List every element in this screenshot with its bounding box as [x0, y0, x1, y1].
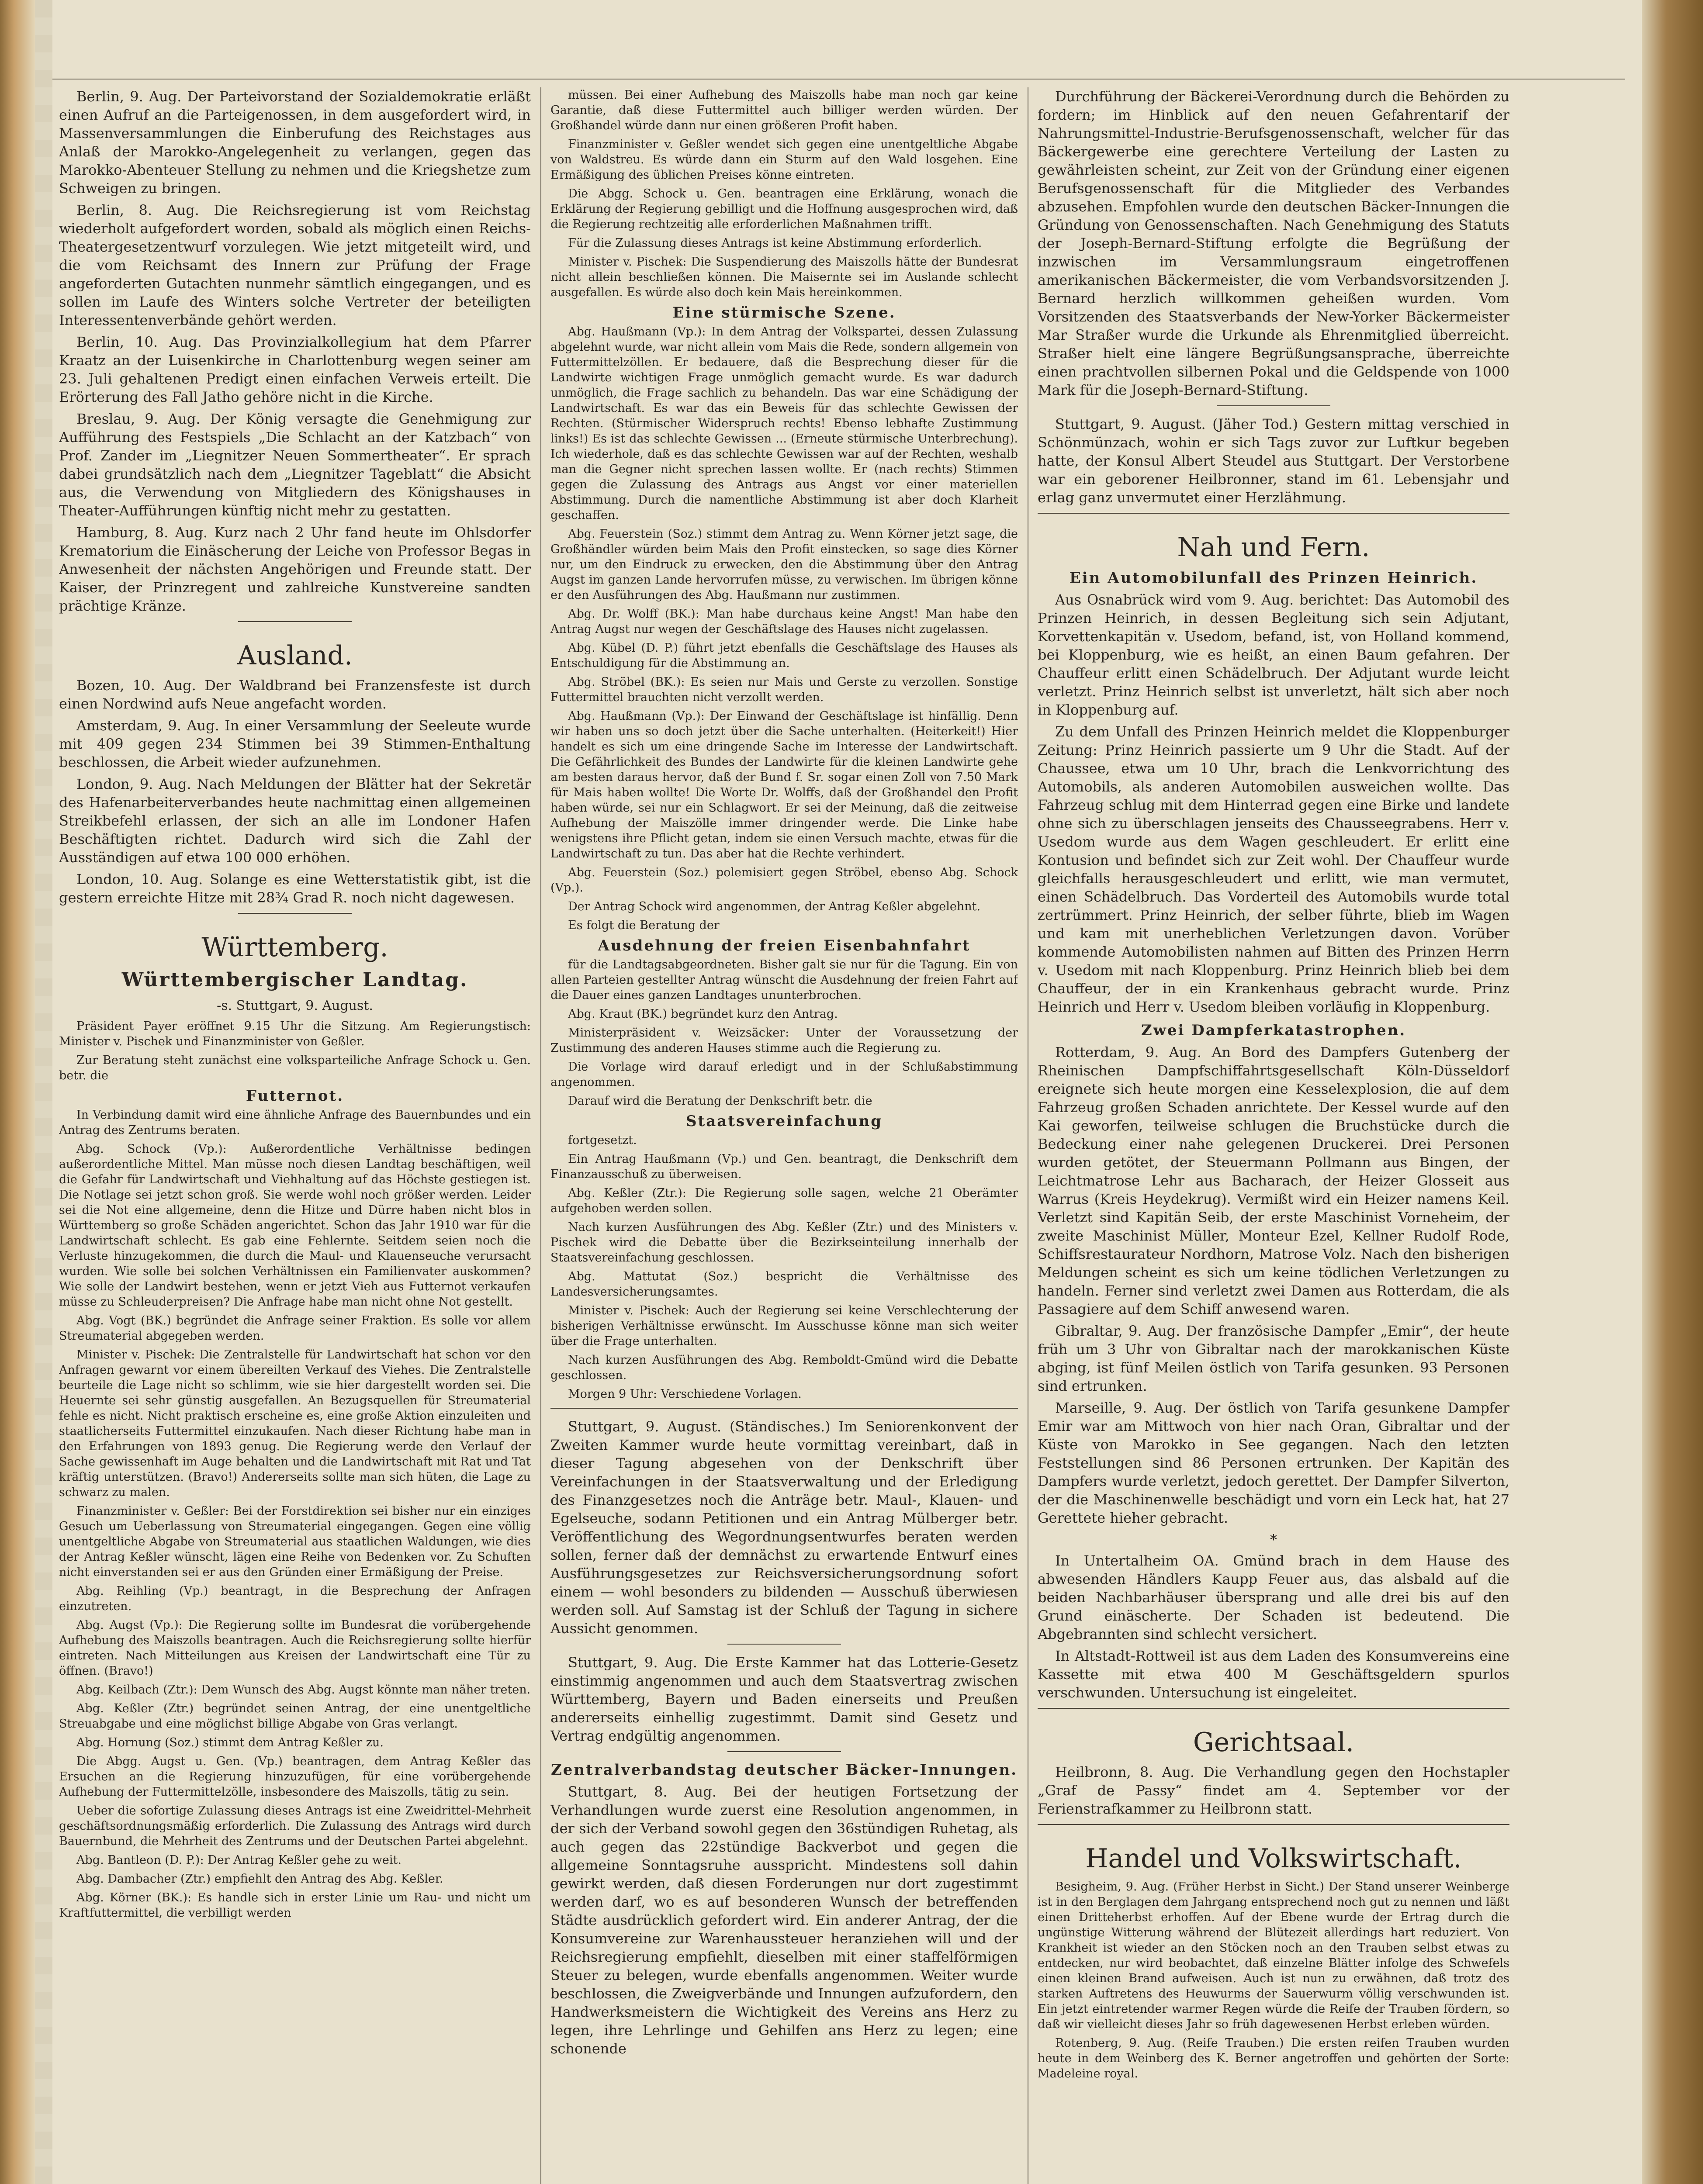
separator [238, 621, 352, 622]
separator [550, 1408, 1018, 1409]
news-altstadt: In Altstadt-Rottweil ist aus dem Laden des Konsumvereins eine Kassette mit etwa 400 M Geschäftsgeldern spurlos verschwunden. Untersuchung ist eingeleitet. [1038, 1648, 1509, 1701]
landtag-paragraph: Abg. Kübel (D. P.) führt jetzt ebenfalls die Geschäftslage des Hauses als Entschuldigung für die Abstimmung an. [550, 641, 1018, 670]
landtag-paragraph: fortgesetzt. [568, 1133, 637, 1147]
landtag-paragraph: Darauf wird die Beratung der Denkschrift betr. die [568, 1094, 872, 1108]
section-title-gericht: Gerichtsaal. [1193, 1727, 1354, 1758]
separator [727, 1644, 841, 1645]
separator [1038, 1708, 1509, 1709]
landtag-paragraph: Abg. Dr. Wolff (BK.): Man habe durchaus keine Angst! Man habe den Antrag Augst nur wegen der Geschäftslage des Hauses nicht zugelassen. [550, 607, 1018, 636]
subheading-futternot: Futternot. [246, 1087, 344, 1105]
landtag-paragraph: Für die Zulassung dieses Antrags ist keine Abstimmung erforderlich. [568, 236, 982, 250]
news-london-2: London, 10. Aug. Solange es eine Wetterstatistik gibt, ist die gestern erreichte Hitze mit 28¾ Grad R. noch nicht dagewesen. [59, 871, 531, 906]
news-untertal: In Untertalheim OA. Gmünd brach in dem Hause des abwesenden Händlers Kaupp Feuer aus, das alsbald auf die beiden Nachbarhäuser übersprang und alle drei bis auf den Grund einäscherte. Der Schaden ist bedeutend. Die Abgebrannten sind schlecht versichert. [1038, 1552, 1509, 1642]
news-amsterdam: Amsterdam, 9. Aug. In einer Versammlung der Seeleute wurde mit 409 gegen 234 Stimmen bei 39 Stimmen-Enthaltung beschlossen, die Arbeit wieder aufzunehmen. [59, 717, 531, 771]
landtag-paragraph: Ministerpräsident v. Weizsäcker: Unter der Voraussetzung der Zustimmung des anderen Hauses stimme auch die Regierung zu. [550, 1026, 1018, 1055]
subheading-staatsvereinfachung: Staatsvereinfachung [685, 1113, 883, 1130]
landtag-paragraph: Abg. Bantleon (D. P.): Der Antrag Keßler gehe zu weit. [76, 1853, 402, 1867]
landtag-paragraph: Abg. Ströbel (BK.): Es seien nur Mais und Gerste zu verzollen. Sonstige Futtermittel brauchten nicht verzollt werden. [550, 675, 1018, 704]
news-baecker: Stuttgart, 8. Aug. Bei der heutigen Fortsetzung der Verhandlungen wurde zuerst eine Resolution angenommen, in der sich der Verband sowohl gegen den 36stündigen Ruhetag, als auch gegen das 22stündige Backverbot und gegen die allgemeine Sonntagsruhe ausspricht. Mindestens soll dahin gewirkt werden, daß diesen Forderungen nur dort zugestimmt werden darf, wo es auf besonderen Wunsch der betreffenden Städte ausdrücklich gefordert wird. Ein anderer Antrag, der die Konsumvereine zur Warenhaussteuer heranziehen will und der Reichsregierung empfiehlt, dieselben mit einer staffelförmigen Steuer zu belegen, wurde ebenfalls angenommen. Weiter wurde beschlossen, die Zweigverbände und Innungen aufzufordern, den Handwerksmeistern die Wichtigkeit des Vereins ans Herz zu legen, ihre Lehrlinge und Gehilfen ans Herz zu legen; eine schonende [550, 1783, 1018, 2057]
news-gericht: Heilbronn, 8. Aug. Die Verhandlung gegen den Hochstapler „Graf de Passy“ findet am 4. September vor der Ferienstrafkammer zu Heilbronn statt. [1038, 1764, 1509, 1817]
landtag-paragraph: Minister v. Pischek: Auch der Regierung sei keine Verschlechterung der bisherigen Verhältnisse erwünscht. Im Ausschusse könne man sich weiter über die Frage unterhalten. [550, 1304, 1018, 1348]
news-baecker-cont: Durchführung der Bäckerei-Verordnung durch die Behörden zu fordern; im Hinblick auf den neuen Gefahrentarif der Nahrungsmittel-Industrie-Berufsgenossenschaft, welcher für das Bäckergewerbe eine gerechtere Verteilung der Lasten zu gewährleisten scheint, zur Zeit von der Gründung einer eigenen Berufsgenossenschaft für die Mitglieder des Verbandes abzusehen. Empfohlen wurde den deutschen Bäcker-Innungen die Gründung von Genossenschaften. Nach Genehmigung des Statuts der Joseph-Bernard-Stiftung erfolgte die Begrüßung der inzwischen im Versammlungsraum eingetroffenen amerikanischen Bäckermeister, die vom Verbandsvorsitzenden J. Bernard herzlich willkommen geheißen wurden. Vom Vorsitzenden des Staatsverbands der New-Yorker Bäckermeister Mar Straßer wurde die Urkunde als Ehrenmitglied überreicht. Straßer hielt eine längere Begrüßungsansprache, überreichte einen prachtvollen silbernen Pokal und die Geldspende von 1000 Mark für die Joseph-Bernard-Stiftung. [1038, 88, 1509, 398]
subheading-eisenbahn: Ausdehnung der freien Eisenbahnfahrt [598, 937, 971, 954]
article-title-auto: Ein Automobilunfall des Prinzen Heinrich. [1069, 569, 1478, 587]
separator [238, 913, 352, 914]
landtag-paragraph: Finanzminister v. Geßler: Bei der Forstdirektion sei bisher nur ein einziges Gesuch um Ueberlassung von Streumaterial eingegangen. Gegen eine völlig unentgeltliche Abgabe von Streumaterial aus staatlichen Waldungen, wie dies der Antrag Keßler wünscht, lägen eine Reihe von Bedenken vor. Zu Schuften nicht einverstanden sei er aus den Gründen einer Ermäßigung der Preise. [59, 1504, 531, 1579]
column-rule-1 [540, 87, 541, 2184]
landtag-paragraph: Die Abgg. Augst u. Gen. (Vp.) beantragen, dem Antrag Keßler das Ersuchen an die Regierung hinzuzufügen, für eine vorübergehende Aufhebung der Futtermittelzölle, insbesondere des Maiszolls, tätig zu sein. [59, 1755, 531, 1799]
landtag-paragraph: Es folgt die Beratung der [568, 919, 720, 932]
landtag-paragraph: Abg. Feuerstein (Soz.) polemisiert gegen Ströbel, ebenso Abg. Schock (Vp.). [550, 866, 1018, 895]
news-stuttgart-1: Stuttgart, 9. August. (Ständisches.) Im Seniorenkonvent der Zweiten Kammer wurde heute vormittag vereinbart, daß in dieser Tagung abgesehen von der Denkschrift über Vereinfachungen in der Staatsverwaltung und der Erledigung des Finanzgesetzes noch die Anträge betr. Maul-, Klauen- und Egelseuche, sodann Petitionen und ein Antrag Mülberger betr. Veröffentlichung des Wegordnungsentwurfes beraten werden sollen, ferner daß der demnächst zu erwartende Entwurf eines Ausführungsgesetzes zur Reichsversicherungsordnung sofort einem — wohl besonders zu bildenden — Ausschuß überwiesen werden soll. Auf Samstag ist der Schluß der Tagung in sichere Aussicht genommen. [550, 1418, 1018, 1637]
landtag-paragraph: Abg. Keßler (Ztr.): Die Regierung solle sagen, welche 21 Oberämter aufgehoben werden sollen. [550, 1186, 1018, 1215]
news-handel-2: Rotenberg, 9. Aug. (Reife Trauben.) Die ersten reifen Trauben wurden heute in dem Weinberg des K. Berner angetroffen und gehörten der Sorte: Madeleine royal. [1038, 2036, 1509, 2080]
landtag-paragraph: Die Vorlage wird darauf erledigt und in der Schlußabstimmung angenommen. [550, 1060, 1018, 1089]
article-title-baecker: Zentralverbandstag deutscher Bäcker-Innungen. [550, 1761, 1018, 1779]
news-auto-1: Aus Osnabrück wird vom 9. Aug. berichtet: Das Automobil des Prinzen Heinrich, in dessen Begleitung sich sein Adjutant, Korvettenkapitän v. Usedom, befand, ist, von Holland kommend, bei Kloppenburg, wie es heißt, an einen Baum gefahren. Der Chauffeur erlitt einen Schädelbruch. Der Adjutant wurde leicht verletzt. Prinz Heinrich selbst ist unverletzt, hält sich aber noch in Kloppenburg auf. [1038, 591, 1509, 718]
landtag-paragraph: Abg. Reihling (Vp.) beantragt, in die Besprechung der Anfragen einzutreten. [59, 1584, 531, 1613]
column-3 [1038, 87, 1509, 2184]
landtag-paragraph: In Verbindung damit wird eine ähnliche Anfrage des Bauernbundes und ein Antrag des Zentrums beraten. [59, 1108, 531, 1137]
news-handel-1: Besigheim, 9. Aug. (Früher Herbst in Sicht.) Der Stand unserer Weinberge ist in den Berglagen dem Jahrgang entsprechend noch gut zu nennen und läßt einen Dritteherbst erhoffen. Auf der Ebene wurde der Ertrag durch die ungünstige Witterung während der Blütezeit allerdings hart reduziert. Von Krankheit ist wieder an den Stöcken noch an den Trauben selbst etwas zu entdecken, nur wird beobachtet, daß einzelne Blätter infolge des Schwefels einen kleinen Brand aufweisen. Auch ist nun zu erwähnen, daß trotz des starken Auftretens des Heuwurms der Sauerwurm völlig verschwunden ist. Ein jetzt eintretender warmer Regen würde die Reife der Trauben fördern, so daß wir vielleicht dieses Jahr so früh dagewesenen Herbst erleben würden. [1038, 1880, 1509, 2031]
news-hamburg: Hamburg, 8. Aug. Kurz nach 2 Uhr fand heute im Ohlsdorfer Krematorium die Einäscherung der Leiche von Professor Begas in Anwesenheit der nächsten Angehörigen und Freunde statt. Der Kaiser, der Prinzregent und zahlreiche Kunstvereine sandten prächtige Kränze. [59, 524, 531, 614]
book-binding-right [1642, 0, 1703, 2184]
landtag-paragraph: müssen. Bei einer Aufhebung des Maiszolls habe man noch gar keine Garantie, daß diese Futtermittel auch billiger werden würden. Der Großhandel würde dann nur einen größeren Profit haben. [550, 88, 1018, 132]
landtag-paragraph: Abg. Keßler (Ztr.) begründet seinen Antrag, der eine unentgeltliche Streuabgabe und eine möglichst billige Abgabe von Gras verlangt. [59, 1702, 531, 1731]
book-binding-left [0, 0, 35, 2184]
landtag-paragraph: Abg. Augst (Vp.): Die Regierung sollte im Bundesrat die vorübergehende Aufhebung des Maiszolls beantragen. Auch die Reichsregierung sollte hierfür eintreten. Nach Mitteilungen aus Kreisen der Landwirtschaft eine Tür zu öffnen. (Bravo!) [59, 1618, 531, 1678]
dateline: -s. Stuttgart, 9. August. [217, 998, 373, 1013]
news-stuttgart-tod: Stuttgart, 9. August. (Jäher Tod.) Gestern mittag verschied in Schönmünzach, wohin er sich Tags zuvor zur Luftkur begeben hatte, der Konsul Albert Steudel aus Stuttgart. Der Verstorbene war ein geborener Heilbronner, stand im 61. Lebensjahr und erlag ganz unvermutet einer Herzlähmung. [1038, 416, 1509, 506]
landtag-paragraph: Abg. Kraut (BK.) begründet kurz den Antrag. [568, 1007, 838, 1021]
article-title-landtag: Württembergischer Landtag. [121, 969, 468, 991]
section-title-wuerttemberg: Württemberg. [201, 932, 388, 963]
news-dampfer-3: Marseille, 9. Aug. Der östlich von Tarifa gesunkene Dampfer Emir war am Mittwoch von hier nach Oran, Gibraltar und der Küste von Marokko in See gegangen. Nach den letzten Feststellungen sind 86 Personen ertrunken. Der Kapitän des Dampfers wurde verletzt, jedoch gerettet. Der Dampfer Silverton, der die Maschinenwelle beschädigt und vorn ein Leck hat, hat 27 Gerettete hieher gebracht. [1038, 1400, 1509, 1526]
landtag-paragraph: Ueber die sofortige Zulassung dieses Antrags ist eine Zweidrittel-Mehrheit geschäftsordnungsmäßig erforderlich. Die Zulassung des Antrags wird durch Bauernbund, die Mehrheit des Zentrums und der Deutschen Partei abgelehnt. [59, 1804, 531, 1848]
landtag-paragraph: Abg. Vogt (BK.) begründet die Anfrage seiner Fraktion. Es solle vor allem Streumaterial abgegeben werden. [59, 1314, 531, 1343]
news-stuttgart-2: Stuttgart, 9. Aug. Die Erste Kammer hat das Lotterie-Gesetz einstimmig angenommen und auch dem Staatsvertrag zwischen Württemberg, Bayern und Baden einerseits und Preußen andererseits einhellig zugestimmt. Damit sind Gesetz und Vertrag endgültig angenommen. [550, 1654, 1018, 1744]
news-dampfer-2: Gibraltar, 9. Aug. Der französische Dampfer „Emir“, der heute früh um 3 Uhr von Gibraltar nach der marokkanischen Küste abging, ist fünf Meilen östlich von Tarifa gesunken. 93 Personen sind ertrunken. [1038, 1323, 1509, 1394]
landtag-paragraph: Der Antrag Schock wird angenommen, der Antrag Keßler abgelehnt. [568, 900, 981, 913]
subheading-szene: Eine stürmische Szene. [672, 304, 896, 321]
landtag-paragraph: Abg. Dambacher (Ztr.) empfiehlt den Antrag des Abg. Keßler. [76, 1872, 443, 1886]
article-title-dampfer: Zwei Dampferkatastrophen. [1141, 1022, 1406, 1039]
news-bozen: Bozen, 10. Aug. Der Waldbrand bei Franzensfeste ist durch einen Nordwind aufs Neue angefacht worden. [59, 677, 531, 712]
landtag-paragraph: Abg. Haußmann (Vp.): In dem Antrag der Volkspartei, dessen Zulassung abgelehnt wurde, war nicht allein vom Mais die Rede, sondern allgemein von Futtermittelzöllen. Er bedauere, daß die Besprechung dieser für die Landwirte wichtigen Frage unmöglich gemacht wurde. Es war dadurch unmöglich, die Frage sachlich zu behandeln. Das war eine Schädigung der Landwirtschaft. Es war das ein Beweis für das schlechte Gewissen der Rechten. (Stürmischer Widerspruch rechts! Ebenso lebhafte Zustimmung links!) Es ist das schlechte Gewissen ... (Erneute stürmische Unterbrechung). Ich wiederhole, daß es das schlechte Gewissen war auf der Rechten, weshalb man die Gegner nicht sprechen lassen wollte. Er (nach rechts) Stimmen gegen die Zulassung des Antrags aus Angst vor einer materiellen Abstimmung. Durch die namentliche Abstimmung ist aber doch Klarheit geschaffen. [550, 325, 1018, 522]
landtag-paragraph: für die Landtagsabgeordneten. Bisher galt sie nur für die Tagung. Ein von allen Parteien gestellter Antrag wünscht die Ausdehnung der freien Fahrt auf die Dauer eines ganzen Landtages ununterbrochen. [550, 958, 1018, 1002]
news-breslau: Breslau, 9. Aug. Der König versagte die Genehmigung zur Aufführung des Festspiels „Die Schlacht an der Katzbach“ von Prof. Zander im „Liegnitzer Neuen Sommertheater“. Er sprach dabei grundsätzlich nach dem „Liegnitzer Tageblatt“ die Absicht aus, die Verwendung von Mitgliedern des Königshauses in Theater-Aufführungen künftig nicht mehr zu gestatten. [59, 411, 531, 519]
landtag-paragraph: Abg. Keilbach (Ztr.): Dem Wunsch des Abg. Augst könnte man näher treten. [76, 1683, 531, 1697]
facing-page-edge [35, 0, 52, 2184]
section-title-nah-fern: Nah und Fern. [1177, 532, 1370, 563]
landtag-paragraph: Nach kurzen Ausführungen des Abg. Remboldt-Gmünd wird die Debatte geschlossen. [550, 1353, 1018, 1382]
star-separator: * [1270, 1531, 1277, 1548]
landtag-paragraph: Abg. Haußmann (Vp.): Der Einwand der Geschäftslage ist hinfällig. Denn wir haben uns so doch jetzt über die Sache unterhalten. (Heiterkeit!) Hier handelt es sich um eine dringende Sache im Interesse der Landwirtschaft. Die Gefährlichkeit des Bundes der Landwirte für die kleinen Landwirte gehe am besten daraus hervor, daß der Bund f. Sr. sogar einen Zoll von 7.50 Mark für Mais haben wollte! Die Worte Dr. Wolffs, daß der Großhandel den Profit haben würde, sei nur ein Schlagwort. Er sei der Meinung, daß die zeitweise Aufhebung der Maiszölle immer dringender werde. Die Linke habe wenigstens ihre Pflicht getan, indem sie einen Versuch machte, etwas für die Landwirtschaft zu tun. Das aber hat die Rechte verhindert. [550, 709, 1018, 860]
news-auto-2: Zu dem Unfall des Prinzen Heinrich meldet die Kloppenburger Zeitung: Prinz Heinrich passierte um 9 Uhr die Stadt. Auf der Chaussee, etwa um 10 Uhr, brach die Lenkvorrichtung des Automobils, als anderen Automobilen ausweichen wollte. Das Fahrzeug schlug mit dem Hinterrad gegen eine Birke und landete ohne sich zu überschlagen jenseits des Chausseegrabens. Herr v. Usedom wurde aus dem Wagen geschleudert. Er erlitt eine Kontusion und befindet sich zur Zeit wohl. Der Chauffeur wurde gleichfalls herausgeschleudert und erlitt, wie man vermutet, einen Schädelbruch. Das Vorderteil des Automobils wurde total zertrümmert. Prinz Heinrich, der selber führte, blieb im Wagen und kam mit unerheblichen Verletzungen davon. Vorüber kommende Automobilisten nahmen auf Bitten des Prinzen Herrn v. Usedom mit nach Kloppenburg. Prinz Heinrich blieb bei dem Chauffeur, der in ein Krankenhaus gebracht wurde. Prinz Heinrich und Herr v. Usedom bleiben vorläufig in Kloppenburg. [1038, 723, 1509, 1015]
landtag-paragraph: Präsident Payer eröffnet 9.15 Uhr die Sitzung. Am Regierungstisch: Minister v. Pischek und Finanzminister von Geßler. [59, 1019, 531, 1048]
landtag-paragraph: Minister v. Pischek: Die Suspendierung des Maiszolls hätte der Bundesrat nicht allein beschließen können. Die Maisernte sei im Auslande schlecht ausgefallen. Es würde also doch kein Mais hereinkommen. [550, 255, 1018, 299]
news-berlin-2: Berlin, 8. Aug. Die Reichsregierung ist vom Reichstag wiederholt aufgefordert worden, sobald als möglich einen Reichs-Theatergesetzentwurf vorzulegen. Wie jetzt mitgeteilt wird, und die vom Reichsamt des Innern zur Prüfung der Frage angeforderten Gutachten nunmehr sämtlich eingegangen, und es sollen im Laufe des Winters solche Vertreter der beteiligten Interessentenverbände gehört werden. [59, 202, 531, 328]
landtag-paragraph: Abg. Hornung (Soz.) stimmt dem Antrag Keßler zu. [76, 1736, 384, 1749]
news-dampfer-1: Rotterdam, 9. Aug. An Bord des Dampfers Gutenberg der Rheinischen Dampfschiffahrtsgesellschaft Köln-Düsseldorf ereignete sich heute morgen eine Kesselexplosion, die auf dem Fahrzeug großen Schaden anrichtete. Der Kessel wurde auf den Kai geworfen, teilweise schlugen die Bruchstücke durch die Bedeckung einer nahe gelegenen Druckerei. Drei Personen wurden getötet, der Steuermann Pollmann aus Bingen, der Leichtmatrose Lehr aus Bacharach, der Heizer Glosseit aus Warrus (Kreis Heydekrug). Vermißt wird ein Heizer namens Keil. Verletzt sind Kapitän Seib, der erste Maschinist Vorneheim, der zweite Maschinist Müller, Monteur Ezel, Kellner Rudolf Rode, Schiffsrestaurateur Nordhorn, Matrose Volz. Nach den bisherigen Meldungen scheint es sich um keine tödlichen Verletzungen zu handeln. Ferner sind verletzt zwei Damen aus Rotterdam, die als Passagiere auf dem Schiff anwesend waren. [1038, 1044, 1509, 1317]
separator [1038, 513, 1509, 514]
separator [1217, 405, 1330, 406]
landtag-paragraph: Die Abgg. Schock u. Gen. beantragen eine Erklärung, wonach die Erklärung der Regierung gebilligt und die Hoffnung ausgesprochen wird, daß die Regierung rechtzeitig alle erforderlichen Maßnahmen trifft. [550, 187, 1018, 231]
newspaper-page [35, 0, 1642, 2184]
landtag-paragraph: Morgen 9 Uhr: Verschiedene Vorlagen. [568, 1387, 802, 1401]
landtag-paragraph: Abg. Mattutat (Soz.) bespricht die Verhältnisse des Landesversicherungsamtes. [550, 1270, 1018, 1299]
news-london-1: London, 9. Aug. Nach Meldungen der Blätter hat der Sekretär des Hafenarbeiterverbandes heute nachmittag einen allgemeinen Streikbefehl erlassen, der sich an alle im Londoner Hafen Beschäftigten richtet. Dadurch wird sich die Zahl der Ausständigen auf etwa 100 000 erhöhen. [59, 776, 531, 866]
landtag-paragraph: Ein Antrag Haußmann (Vp.) und Gen. beantragt, die Denkschrift dem Finanzausschuß zu überweisen. [550, 1152, 1018, 1181]
landtag-paragraph: Nach kurzen Ausführungen des Abg. Keßler (Ztr.) und des Ministers v. Pischek wird die Debatte über die Bezirkseinteilung innerhalb der Staatsvereinfachung geschlossen. [550, 1220, 1018, 1265]
landtag-paragraph: Abg. Feuerstein (Soz.) stimmt dem Antrag zu. Wenn Körner jetzt sage, die Großhändler würden beim Mais den Profit einstecken, so sage dies Körner nur, um den Eindruck zu erwecken, den die Abstimmung über den Antrag Augst im ganzen Lande hervorrufen müsse, zu verwischen. Im übrigen könne er den Ausführungen des Abg. Haußmann nur zustimmen. [550, 527, 1018, 602]
news-berlin-3: Berlin, 10. Aug. Das Provinzialkollegium hat dem Pfarrer Kraatz an der Luisenkirche in Charlottenburg wegen seiner am 23. Juli gehaltenen Predigt einen einfachen Verweis erteilt. Die Erörterung des Fall Jatho gehöre nicht in die Kirche. [59, 334, 531, 405]
section-title-ausland: Ausland. [237, 640, 353, 671]
landtag-paragraph: Abg. Körner (BK.): Es handle sich in erster Linie um Rau- und nicht um Kraftfuttermittel, die verbilligt werden [59, 1891, 531, 1920]
column-1 [59, 87, 531, 2184]
landtag-paragraph: Finanzminister v. Geßler wendet sich gegen eine unentgeltliche Abgabe von Waldstreu. Es würde dann ein Sturm auf den Wald losgehen. Eine Ermäßigung des üblichen Preises könne eintreten. [550, 138, 1018, 182]
separator [727, 1751, 841, 1752]
landtag-paragraph: Minister v. Pischek: Die Zentralstelle für Landwirtschaft hat schon vor den Anfragen gewarnt vor einem übereilten Verkauf des Viehes. Die Zentralstelle beurteile die Lage nicht so schlimm, wie sie hier dargestellt worden sei. Die Heuernte sei sehr günstig ausgefallen. An Bezugsquellen für Streumaterial fehle es nicht. Nicht praktisch erscheine es, eine große Aktion einzuleiten und staatlicherseits Futtermittel einzukaufen. Nach dieser Richtung habe man in den Erfahrungen von 1893 genug. Die Regierung werde den Verlauf der Sache gewissenhaft im Auge behalten und die Landwirtschaft mit Rat und Tat kräftig unterstützen. (Bravo!) Andererseits sollte man sich hüten, die Lage zu schwarz zu malen. [59, 1348, 531, 1499]
separator [1038, 1824, 1509, 1825]
landtag-paragraph: Zur Beratung steht zunächst eine volksparteiliche Anfrage Schock u. Gen. betr. die [59, 1054, 531, 1082]
column-2 [550, 87, 1018, 2184]
news-berlin-1: Berlin, 9. Aug. Der Parteivorstand der Sozialdemokratie erläßt einen Aufruf an die Parteigenossen, in dem ausgefordert wird, in Massenversammlungen die Einberufung des Reichstages aus Anlaß der Marokko-Angelegenheit zu verlangen, gegen das Marokko-Abenteuer Stellung zu nehmen und die Kriegshetze zum Schweigen zu bringen. [59, 88, 531, 197]
landtag-paragraph: Abg. Schock (Vp.): Außerordentliche Verhältnisse bedingen außerordentliche Mittel. Man müsse noch diesen Landtag beschäftigen, weil die Gefahr für Landwirtschaft und Viehhaltung auf das Höchste gestiegen ist. Die Notlage sei jetzt schon groß. Sie werde wohl noch größer werden. Leider sei die Not eine allgemeine, denn die Hitze und Dürre haben nicht blos in Württemberg so große Schäden angerichtet. Schon das Jahr 1910 war für die Landwirtschaft schlecht. Es gab eine Fehlernte. Seitdem seien noch die Verluste hinzugekommen, die durch die Maul- und Klauenseuche verursacht wurden. Wie solle bei solchen Verhältnissen ein Familienvater auskommen? Wie solle der Landwirt bestehen, wenn er jetzt Vieh aus Futternot verkaufen müsse zu Schleuderpreisen? Die Anfrage habe man nicht ohne Not gestellt. [59, 1142, 531, 1309]
section-title-handel: Handel und Volkswirtschaft. [1085, 1843, 1462, 1874]
